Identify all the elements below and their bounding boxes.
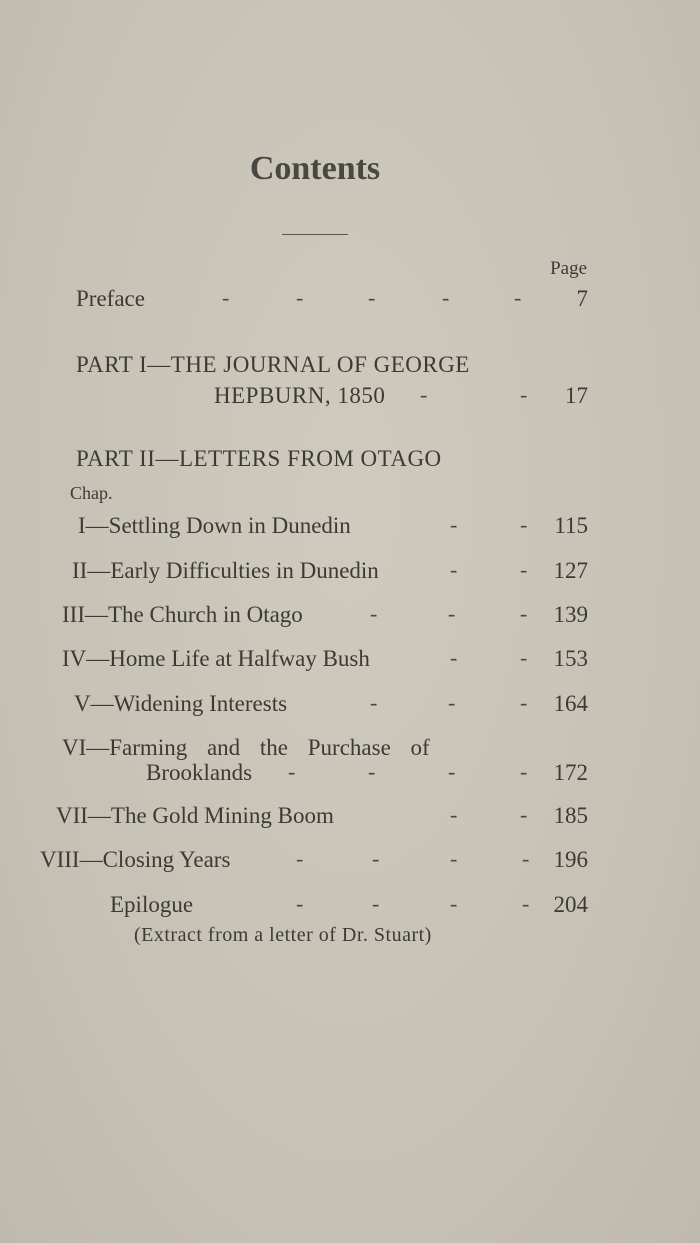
chapter-3-label: III—The Church in Otago [62, 602, 303, 627]
chapter-column-label: Chap. [70, 483, 113, 503]
chapter-1-label: I—Settling Down in Dunedin [78, 513, 351, 538]
chapter-3-page: 139 [553, 602, 588, 627]
chapter-8-label: VIII—Closing Years [40, 847, 231, 872]
title-rule [282, 234, 348, 235]
chapter-6-label-line2: Brooklands [146, 760, 253, 785]
chapter-5-label: V—Widening Interests [74, 691, 288, 716]
page-column-header: Page [550, 258, 587, 279]
part1-heading-line1: PART I—THE JOURNAL OF GEORGE [76, 352, 470, 377]
chapter-5-page: 164 [553, 691, 588, 716]
page-title: Contents [249, 150, 381, 187]
chapter-1-page: 115 [554, 513, 588, 538]
part2-heading: PART II—LETTERS FROM OTAGO [76, 446, 442, 471]
epilogue-page: 204 [553, 892, 588, 917]
epilogue-label: Epilogue [110, 892, 194, 917]
chapter-6-label-line1: VI—Farming and the Purchase of [62, 735, 430, 760]
part1-page: 17 [565, 383, 588, 408]
chapter-7-label: VII—The Gold Mining Boom [56, 803, 334, 828]
chapter-2-page: 127 [553, 558, 588, 583]
toc-entry-preface-label: Preface [76, 286, 145, 311]
toc-entry-preface-page: 7 [576, 286, 588, 311]
epilogue-note: (Extract from a letter of Dr. Stuart) [134, 924, 432, 946]
chapter-8-page: 196 [553, 847, 588, 872]
book-page: Contents Page Preface - - - - - 7 PART I—THE JOURNAL OF GEORGE HEPBURN, 1850 - - 17 PART II—LETTERS FROM OTAGO Chap. I—Settling Down in Dunedin - - 115 II—Early Difficulties in Dunedin - - 127 III—The Church in Otago - - - 139 IV—Home Life at Halfway Bush - - 153 V—Widening Interests - - - 164 VI—Farming and the Purchase of Brooklands - - - - 172 VII—The Gold Mining Boom - - 185 VIII—Closing Years - - - - 196 Epilogue - - - - 204 (Extract from a letter of Dr. Stuart) [0, 0, 700, 1243]
chapter-4-page: 153 [553, 646, 588, 671]
chapter-2-label: II—Early Difficulties in Dunedin [72, 558, 379, 583]
chapter-6-page: 172 [553, 760, 588, 785]
chapter-4-label: IV—Home Life at Halfway Bush [62, 646, 370, 671]
chapter-7-page: 185 [553, 803, 588, 828]
part1-heading-line2: HEPBURN, 1850 [214, 383, 386, 408]
